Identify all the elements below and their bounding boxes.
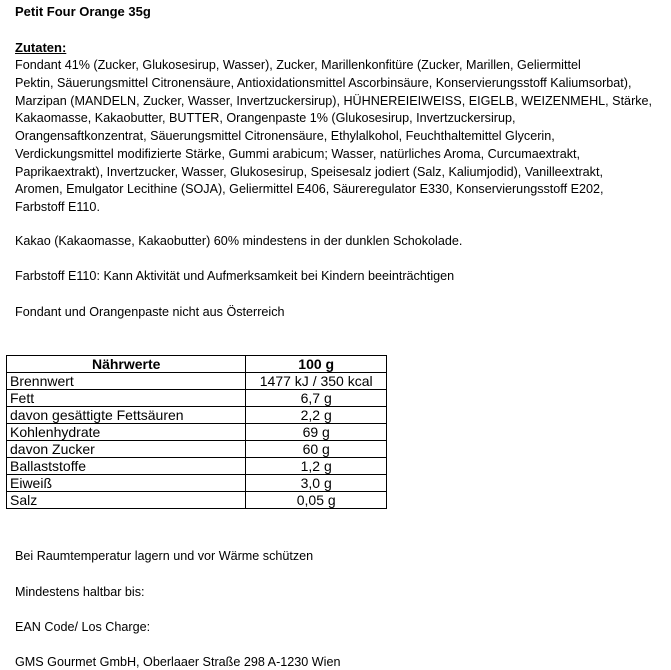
nutrition-header-label: Nährwerte <box>7 356 246 373</box>
nutrient-label: Salz <box>7 492 246 509</box>
table-row <box>7 458 387 475</box>
nutrient-label: Fett <box>7 390 246 407</box>
table-row <box>7 424 387 441</box>
nutrient-value: 0,05 g <box>246 492 387 509</box>
table-row <box>7 475 387 492</box>
nutrient-value: 6,7 g <box>246 390 387 407</box>
table-row <box>7 407 387 424</box>
table-row <box>7 373 387 390</box>
nutrient-value: 3,0 g <box>246 475 387 492</box>
nutrient-label: davon gesättigte Fettsäuren <box>7 407 246 424</box>
nutrient-label: Eiweiß <box>7 475 246 492</box>
nutrient-value: 69 g <box>246 424 387 441</box>
nutrient-label: Ballaststoffe <box>7 458 246 475</box>
storage-note: Bei Raumtemperatur lagern und vor Wärme schützen <box>15 549 314 563</box>
cocoa-note: Kakao (Kakaomasse, Kakaobutter) 60% mindestens in der dunklen Schokolade. <box>15 234 463 248</box>
nutrient-value: 2,2 g <box>246 407 387 424</box>
table-row <box>7 441 387 458</box>
nutrient-label: Brennwert <box>7 373 246 390</box>
nutrition-header-row <box>7 356 387 373</box>
manufacturer-address: GMS Gourmet GmbH, Oberlaaer Straße 298 A-1230 Wien <box>15 655 341 669</box>
nutrient-label: Kohlenhydrate <box>7 424 246 441</box>
table-row <box>7 492 387 509</box>
product-title: Petit Four Orange 35g <box>15 4 151 19</box>
ingredients-heading: Zutaten: <box>15 40 67 55</box>
origin-note: Fondant und Orangenpaste nicht aus Österreich <box>15 305 285 319</box>
ingredients-text: Fondant 41% (Zucker, Glukosesirup, Wasser), Zucker, Marillenkonfitüre (Zucker, Marillen, Geliermittel Pektin, Säuerungsmittel Citronensäure, Antioxidationsmittel Ascorbinsäure, Konservierungsstoff Kaliumsorbat), Marzipan (MANDELN, Zucker, Wasser, Invertzuckersirup), HÜHNEREIEIWEISS, EIGELB, WEIZENMEHL, Stärke, Kakaomasse, Kakaobutter, BUTTER, Orangenpaste 1% (Glukosesirup, Invertzuckersirup, Orangensaftkonzentrat, Säuerungsmittel Citronensäure, Ethylalkohol, Feuchthaltemittel Glycerin, Verdickungsmittel modifizierte Stärke, Gummi arabicum; Wasser, natürliches Aroma, Curcumaextrakt, Paprikaextrakt), Invertzucker, Wasser, Glukosesirup, Speisesalz jodiert (Salz, Kaliumjodid), Vanilleextrakt, Aromen, Emulgator Lecithine (SOJA), Geliermittel E406, Säureregulator E330, Konservierungsstoff E202, Farbstoff E110. <box>15 58 653 214</box>
colorant-warning: Farbstoff E110: Kann Aktivität und Aufmerksamkeit bei Kindern beeinträchtigen <box>15 269 455 283</box>
ean-charge-label: EAN Code/ Los Charge: <box>15 620 151 634</box>
best-before-label: Mindestens haltbar bis: <box>15 585 145 599</box>
nutrient-value: 1477 kJ / 350 kcal <box>246 373 387 390</box>
table-row <box>7 390 387 407</box>
nutrient-value: 1,2 g <box>246 458 387 475</box>
nutrition-header-value: 100 g <box>246 356 387 373</box>
nutrient-label: davon Zucker <box>7 441 246 458</box>
nutrient-value: 60 g <box>246 441 387 458</box>
nutrition-table <box>6 355 387 509</box>
